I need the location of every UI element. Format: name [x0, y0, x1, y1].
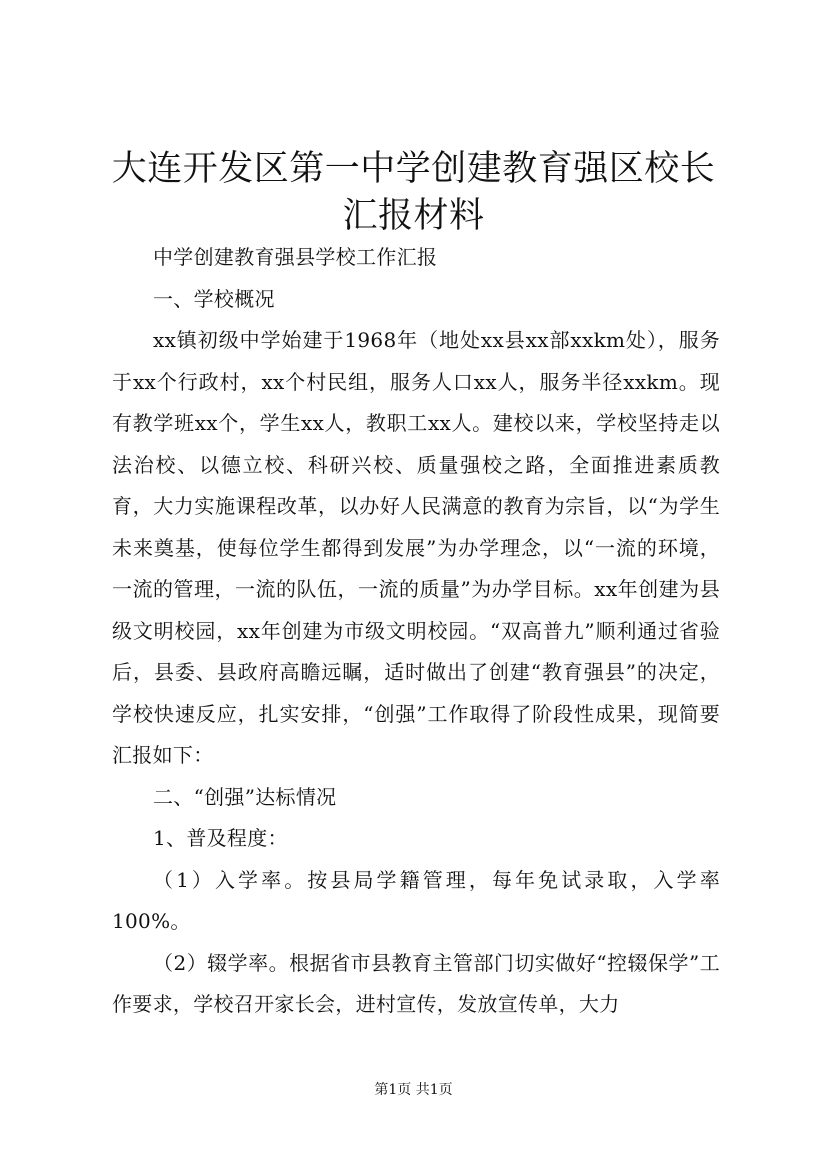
- document-body: [112, 237, 720, 1026]
- dropout-rate-paragraph: （2）辍学率。根据省市县教育主管部门切实做好“控辍保学”工作要求，学校召开家长会，进村宣传，发放宣传单，大力: [112, 950, 720, 1016]
- enrollment-rate-paragraph: （1）入学率。按县局学籍管理，每年免试录取，入学率100%。: [112, 867, 720, 933]
- section-heading-overview: 一、学校概况: [153, 286, 275, 311]
- overview-paragraph: xx镇初级中学始建于1968年（地处xx县xx部xxkm处），服务于xx个行政村，xx个村民组，服务人口xx人，服务半径xxkm。现有教学班xx个，学生xx人，教职工xx人。建校以来，学校坚持走以法治校、以德立校、科研兴校、质量强校之路，全面推进素质教育，大力实施课程改革，以办好人民满意的教育为宗旨，以“为学生未来奠基，使每位学生都得到发展”为办学理念，以“一流的环境，一流的管理，一流的队伍，一流的质量”为办学目标。xx年创建为县级文明校园，xx年创建为市级文明校园。“双高普九”顺利通过省验后，县委、县政府高瞻远瞩，适时做出了创建“教育强县”的决定，学校快速反应，扎实安排，“创强”工作取得了阶段性成果，现简要汇报如下：: [112, 328, 720, 767]
- item-heading-popularization: 1、普及程度：: [153, 826, 288, 850]
- page-number-footer: 第1页 共1页: [374, 1082, 453, 1098]
- subtitle-paragraph: 中学创建教育强县学校工作汇报: [153, 245, 438, 269]
- section-heading-standards: 二、“创强”达标情况: [153, 784, 337, 809]
- document-title: 大连开发区第一中学创建教育强区校长汇报材料: [111, 149, 716, 236]
